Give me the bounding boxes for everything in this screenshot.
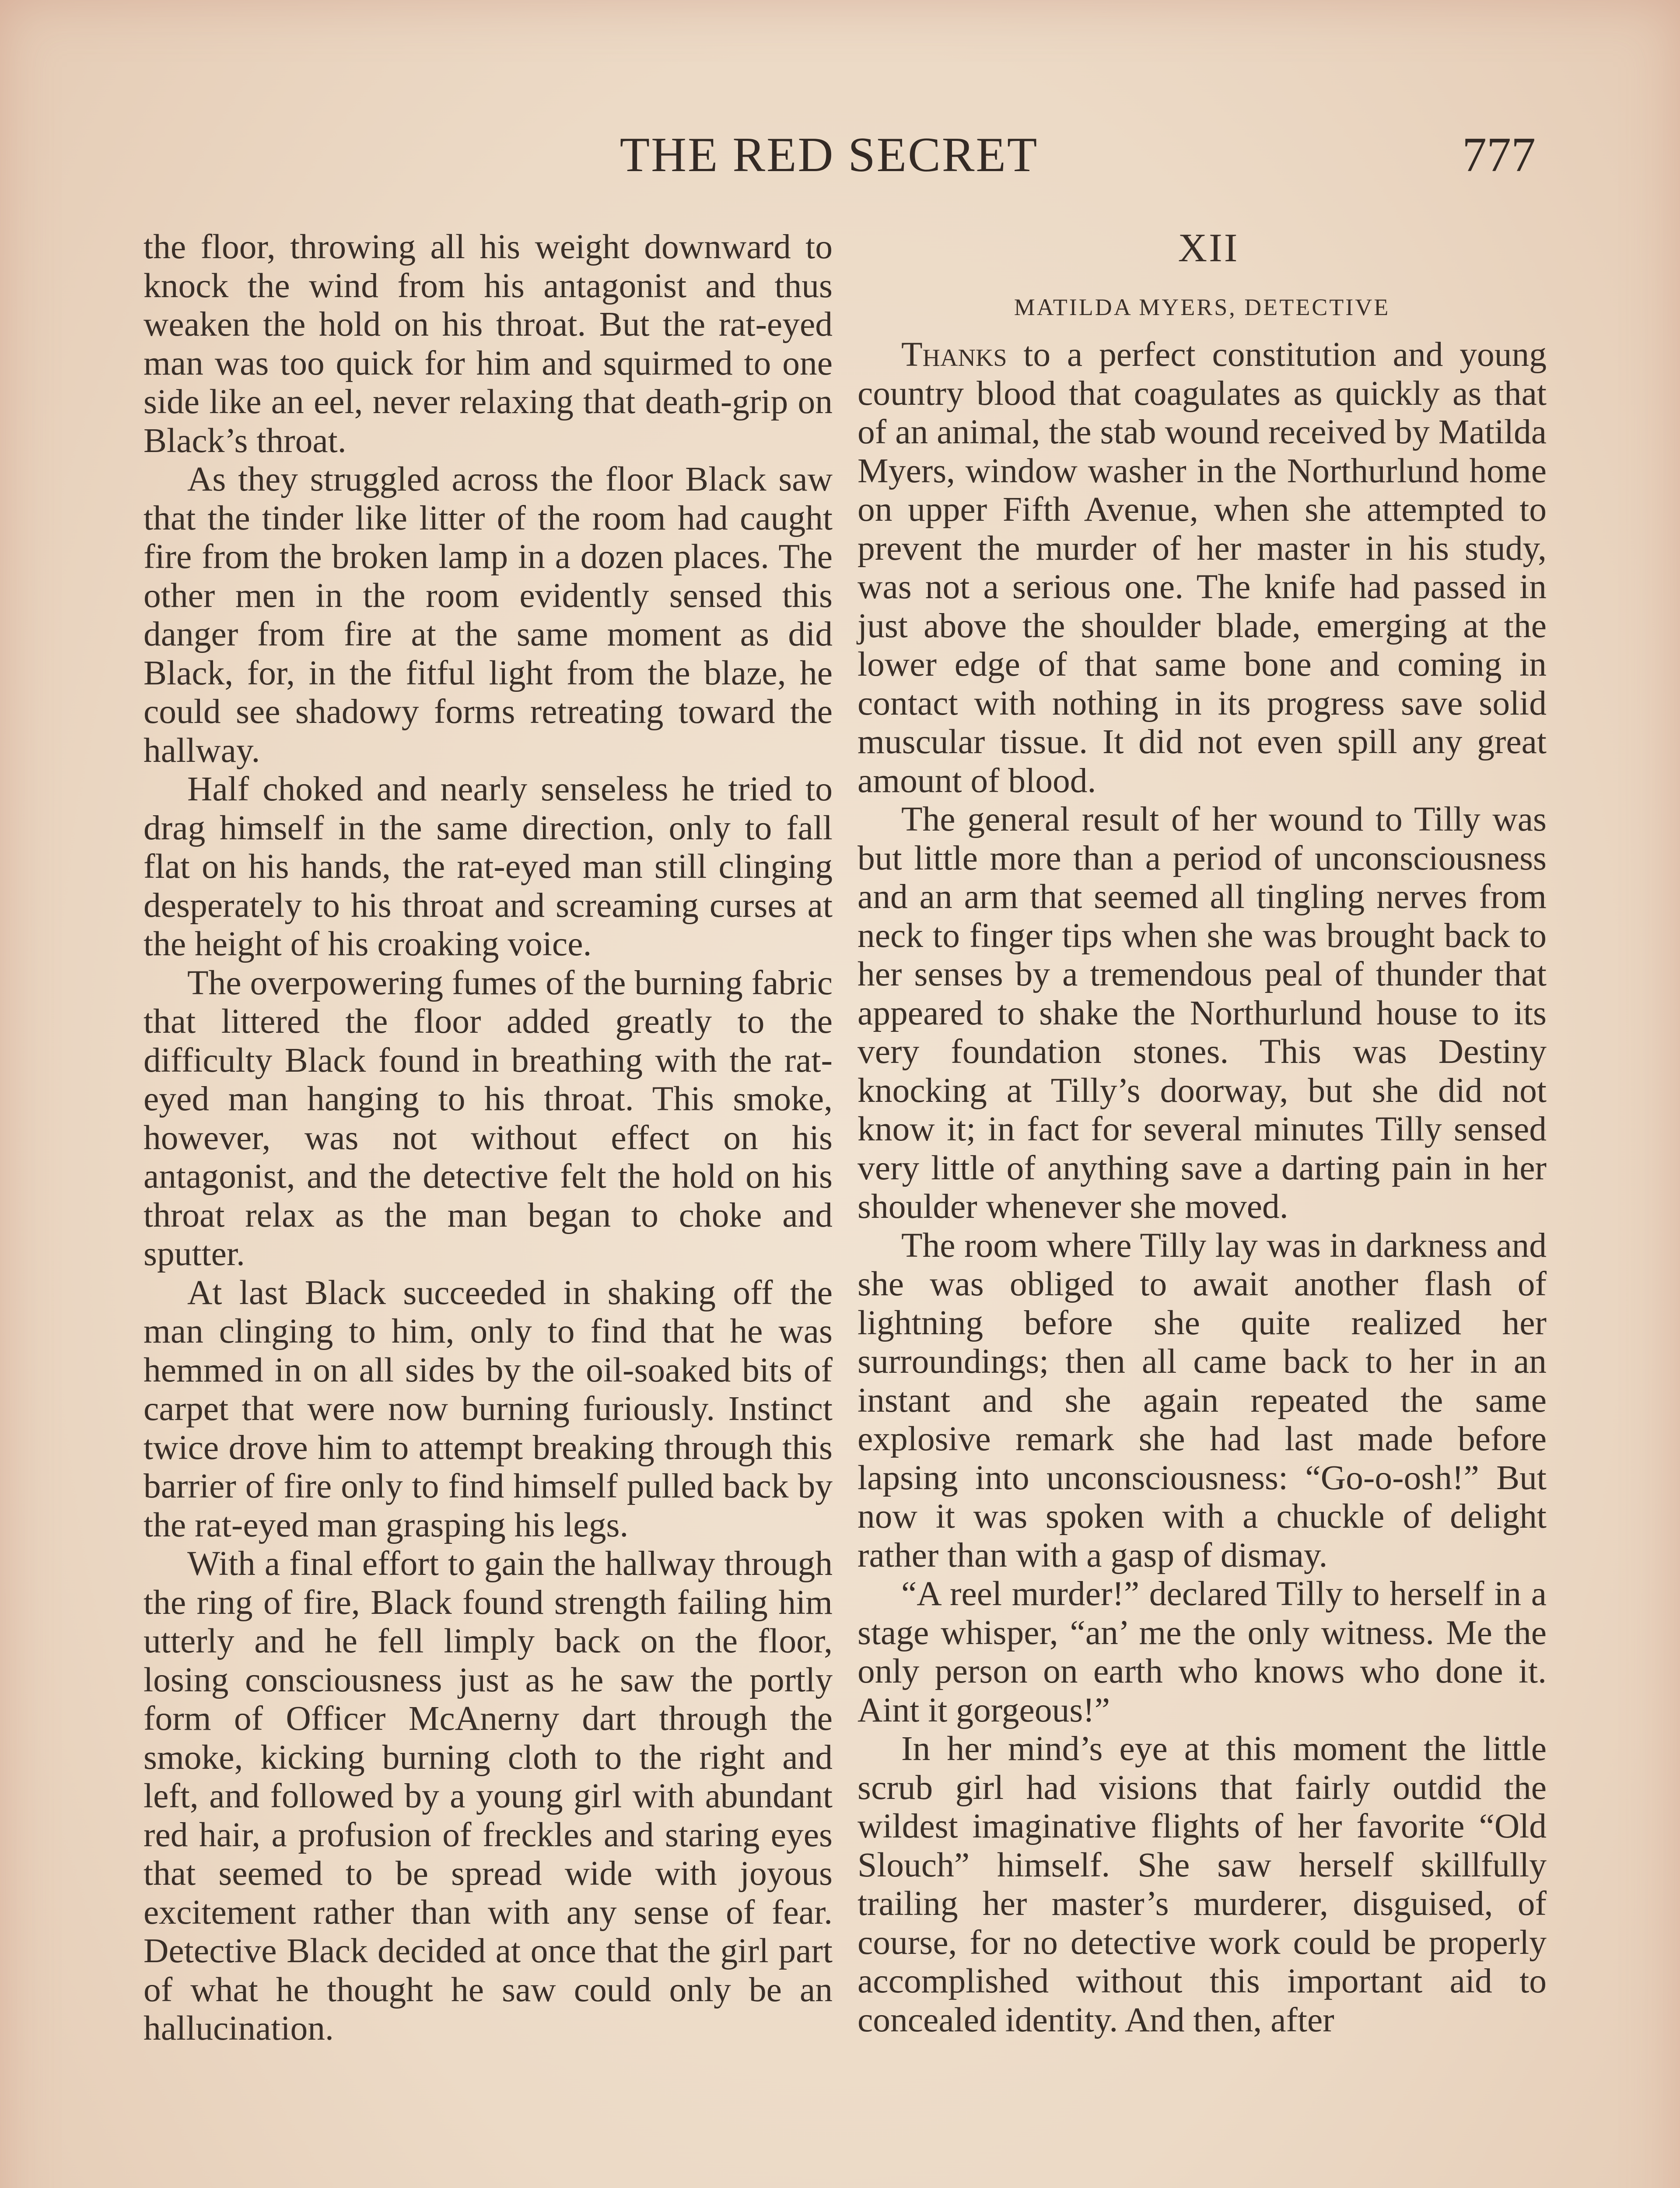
- paragraph: With a final effort to gain the hallway through the ring of fire, Black found strength failing him utterly and he fell limply back on the floor, losing consciousness just as he saw the portly form of Officer McAnerny dart through the smoke, kicking burning cloth to the right and left, and followed by a young girl with abundant red hair, a profusion of freckles and staring eyes that seemed to be spread wide with joyous excitement rather than with any sense of fear. Detective Black decided at once that the girl part of what he thought he saw could only be an hallucination.: [144, 1544, 833, 2048]
- paragraph: the floor, throwing all his weight downward to knock the wind from his antagonist and thus weaken the hold on his throat. But the rat-eyed man was too quick for him and squirmed to one side like an eel, never relaxing that death-grip on Black’s throat.: [144, 228, 833, 460]
- page-header: [122, 127, 1536, 188]
- paragraph: “A reel murder!” declared Tilly to herself in a stage whisper, “an’ me the only witness. Me the only person on earth who knows who done it. Aint it gorgeous!”: [858, 1574, 1547, 1729]
- chapter-number: XII: [1178, 225, 1239, 270]
- chapter-title: MATILDA MYERS, DETECTIVE: [1014, 294, 1390, 320]
- paragraph: As they struggled across the floor Black saw that the tinder like litter of the room had caught fire from the broken lamp in a dozen places. The other men in the room evidently sensed this danger from fire at the same moment as did Black, for, in the fitful light from the blaze, he could see shadowy forms retreating toward the hallway.: [144, 460, 833, 770]
- opening-word: Thanks: [901, 335, 1007, 374]
- left-column: [144, 228, 833, 2048]
- right-column: [858, 225, 1547, 2039]
- page-number: 777: [1462, 128, 1536, 182]
- paragraph: The overpowering fumes of the burning fabric that littered the floor added greatly to the difficulty Black found in breathing with the rat-eyed man hanging to his throat. This smoke, however, was not without effect on his antagonist, and the detective felt the hold on his throat relax as the man began to choke and sputter.: [144, 963, 833, 1273]
- opening-paragraph: [858, 335, 1547, 800]
- opening-text: to a perfect constitution and young country blood that coagulates as quickly as that of an animal, the stab wound received by Matilda Myers, window washer in the Northurlund home on upper Fifth Avenue, when she attempted to prevent the murder of her master in his study, was not a serious one. The knife had passed in just above the shoulder blade, emerging at the lower edge of that same bone and coming in contact with nothing in its progress save solid muscular tissue. It did not even spill any great amount of blood.: [858, 335, 1547, 800]
- running-title: THE RED SECRET: [620, 128, 1039, 182]
- paragraph: The room where Tilly lay was in darkness and she was obliged to await another flash of lightning before she quite realized her surroundings; then all came back to her in an instant and she again repeated the same explosive remark she had last made before lapsing into unconsciousness: “Go-o-osh!” But now it was spoken with a chuckle of delight rather than with a gasp of dismay.: [858, 1226, 1547, 1574]
- paragraph: At last Black succeeded in shaking off the man clinging to him, only to find that he was hemmed in on all sides by the oil-soaked bits of carpet that were now burning furiously. Instinct twice drove him to attempt breaking through this barrier of fire only to find himself pulled back by the rat-eyed man grasping his legs.: [144, 1273, 833, 1544]
- paragraph: In her mind’s eye at this moment the little scrub girl had visions that fairly outdid the wildest imaginative flights of her favorite “Old Slouch” himself. She saw herself skillfully trailing her master’s murderer, disguised, of course, for no detective work could be properly accomplished without this important aid to concealed identity. And then, after: [858, 1729, 1547, 2039]
- paragraph: Half choked and nearly senseless he tried to drag himself in the same direction, only to fall flat on his hands, the rat-eyed man still clinging desperately to his throat and screaming curses at the height of his croaking voice.: [144, 770, 833, 963]
- paragraph: The general result of her wound to Tilly was but little more than a period of unconsciousness and an arm that seemed all tingling nerves from neck to finger tips when she was brought back to her senses by a tremendous peal of thunder that appeared to shake the Northurlund house to its very foundation stones. This was Destiny knocking at Tilly’s doorway, but she did not know it; in fact for several minutes Tilly sensed very little of anything save a darting pain in her shoulder whenever she moved.: [858, 800, 1547, 1226]
